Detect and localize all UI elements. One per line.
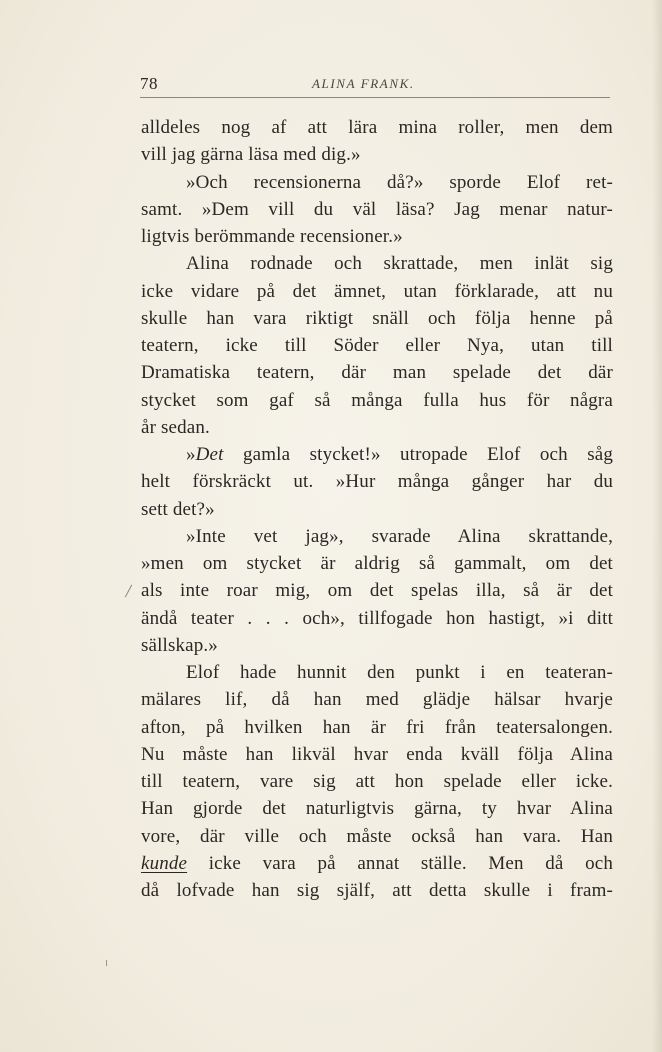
text-line: ligtvis berömmande recensioner.» — [141, 226, 403, 247]
text-line: Alina rodnade och skrattade, men inlät sig — [186, 253, 613, 275]
text-line: als inte roar mig, om det spelas illa, så är det — [141, 580, 613, 602]
text-line: teatern, icke till Söder eller Nya, utan till — [141, 335, 613, 356]
text-line: afton, på hvilken han är fri från teatersalongen. — [141, 716, 613, 738]
text-line-post: icke vara på annat ställe. Men då och — [187, 852, 613, 874]
page-number: 78 — [140, 74, 158, 93]
emphasized-word: Det — [195, 444, 224, 465]
text-line: vore, där ville och måste också han vara. Han — [141, 825, 613, 847]
body-text — [141, 114, 613, 904]
text-line-post: gamla stycket!» utropade Elof och såg — [223, 444, 613, 465]
text-line: helt förskräckt ut. »Hur många gånger har du — [141, 471, 613, 493]
text-line: till teatern, vare sig att hon spelade eller icke. — [141, 771, 613, 792]
text-line: år sedan. — [141, 416, 210, 438]
text-line: Dramatiska teatern, där man spelade det där — [141, 362, 613, 384]
text-line: mälares lif, då han med glädje hälsar hvarje — [141, 689, 613, 711]
text-line: Elof hade hunnit den punkt i en teateran- — [186, 662, 613, 683]
header-rule — [140, 97, 610, 98]
text-line: då lofvade han sig själf, att detta skulle i fram- — [141, 880, 613, 901]
text-line: ändå teater . . . och», tillfogade hon hastigt, »i ditt — [141, 607, 613, 629]
text-line: »Inte vet jag», svarade Alina skrattande, — [186, 525, 613, 547]
text-line: »Och recensionerna då?» sporde Elof ret- — [186, 171, 613, 193]
page-edge-shadow — [652, 0, 662, 1052]
text-line: icke vidare på det ämnet, utan förklarade, att nu — [141, 280, 613, 302]
text-line-pre: » — [186, 444, 196, 465]
text-line: skulle han vara riktigt snäll och följa henne på — [141, 307, 613, 329]
text-line: vill jag gärna läsa med dig.» — [141, 144, 361, 166]
emphasized-word: kunde — [141, 852, 188, 874]
text-line: »men om stycket är aldrig så gammalt, om det — [141, 553, 613, 574]
text-line: Han gjorde det naturligtvis gärna, ty hvar Alina — [141, 798, 613, 820]
text-line: alldeles nog af att lära mina roller, men dem — [141, 117, 613, 138]
text-line: samt. »Dem vill du väl läsa? Jag menar natur- — [141, 198, 613, 220]
margin-speck — [106, 960, 107, 966]
running-header — [140, 72, 612, 98]
text-line: sällskap.» — [141, 634, 218, 656]
text-line: sett det?» — [141, 498, 215, 520]
text-line: stycket som gaf så många fulla hus för några — [141, 389, 613, 411]
text-line — [141, 441, 613, 468]
running-title: ALINA FRANK. — [312, 76, 415, 91]
text-line — [141, 850, 613, 877]
text-line: Nu måste han likväl hvar enda kväll följa Alina — [141, 743, 613, 765]
margin-pencil-mark — [125, 585, 132, 598]
